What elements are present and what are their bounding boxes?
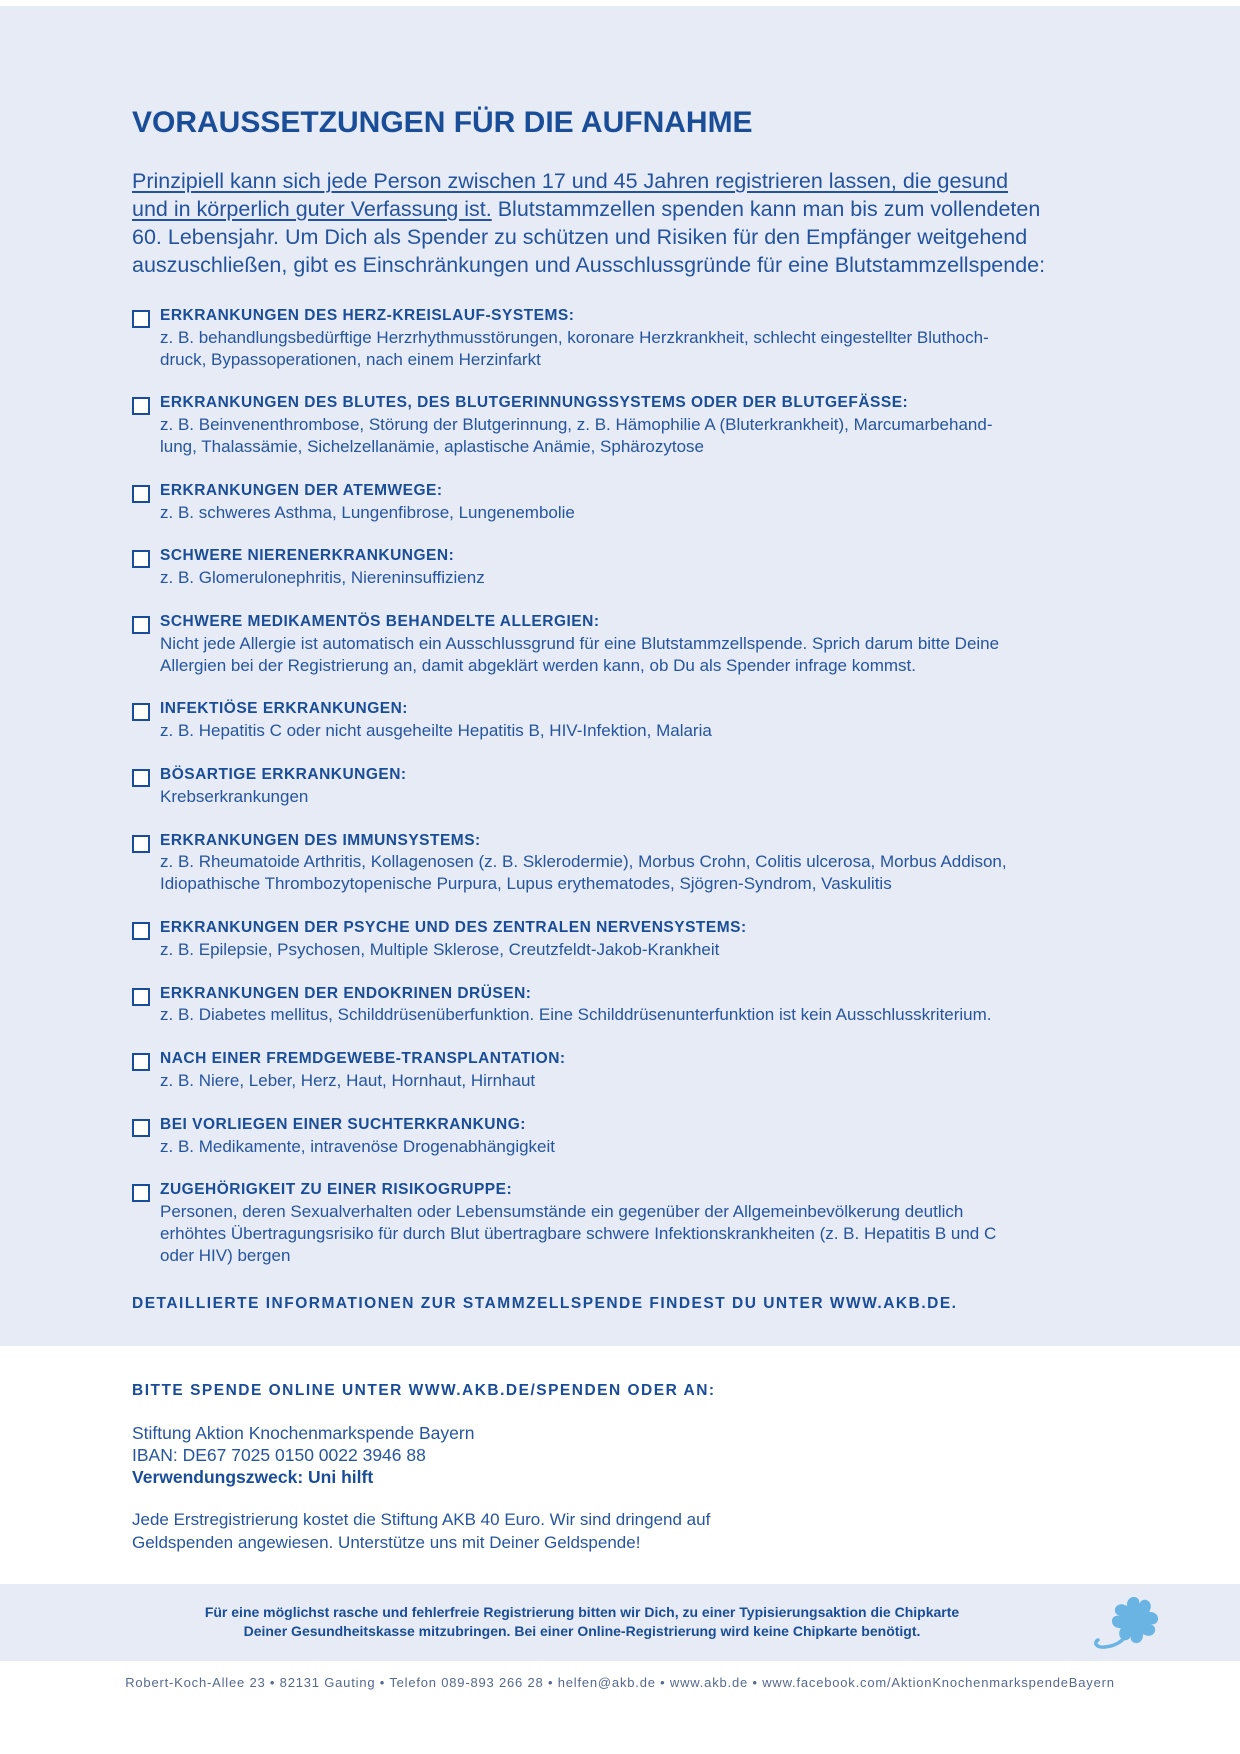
item-checkbox[interactable] [132,1184,150,1202]
item-heading: ERKRANKUNGEN DES BLUTES, DES BLUTGERINNUNGSSYSTEMS ODER DER BLUTGEFÄSSE: [160,394,909,412]
item-text-line: lung, Thalassämie, Sichelzellanämie, aplastische Anämie, Sphärozytose [160,436,704,456]
item-checkbox[interactable] [132,397,150,415]
donation-heading: BITTE SPENDE ONLINE UNTER WWW.AKB.DE/SPENDEN ODER AN: [132,1382,716,1399]
item-text-line: Allergien bei der Registrierung an, damit abgeklärt werden kann, ob Du als Spender infrage kommst. [160,655,916,675]
intro-emphasis: und in körperlich guter Verfassung ist. [132,197,492,221]
exclusion-item-immune-system [132,830,1122,895]
item-text-line: druck, Bypassoperationen, nach einem Herzinfarkt [160,349,541,369]
item-checkbox[interactable] [132,1053,150,1071]
bank-details [132,1422,474,1488]
item-heading: ERKRANKUNGEN DER ENDOKRINEN DRÜSEN: [160,984,532,1002]
intro-line [132,167,1045,195]
more-info-line: DETAILLIERTE INFORMATIONEN ZUR STAMMZELLSPENDE FINDEST DU UNTER WWW.AKB.DE. [132,1295,958,1312]
item-heading: BÖSARTIGE ERKRANKUNGEN: [160,765,407,783]
exclusion-item-cardiovascular [132,305,1122,370]
item-text-line: erhöhtes Übertragungsrisiko für durch Blut übertragbare schwere Infektionskrankheiten (z. B. Hepatitis B und C [160,1223,997,1243]
item-heading: ERKRANKUNGEN DES IMMUNSYSTEMS: [160,831,481,849]
exclusion-item-allergies [132,611,1122,676]
exclusion-item-endocrine [132,983,1122,1027]
exclusion-item-kidney [132,545,1122,589]
item-text-line: z. B. behandlungsbedürftige Herzrhythmusstörungen, koronare Herzkrankheit, schlecht eingestellter Bluthoch- [160,327,989,347]
item-checkbox[interactable] [132,550,150,568]
exclusion-item-infections [132,698,1122,742]
item-text-line: z. B. Glomerulonephritis, Niereninsuffizienz [160,568,485,588]
item-checkbox[interactable] [132,769,150,787]
notice-line: Für eine möglichst rasche und fehlerfreie Registrierung bitten wir Dich, zu einer Typisierungsaktion die Chipkarte [204,1604,960,1620]
exclusion-criteria-list [132,305,1122,1289]
item-heading: ZUGEHÖRIGKEIT ZU EINER RISIKOGRUPPE: [160,1181,513,1199]
item-checkbox[interactable] [132,616,150,634]
item-checkbox[interactable] [132,988,150,1006]
item-text-line: z. B. Beinvenenthrombose, Störung der Blutgerinnung, z. B. Hämophilie A (Bluterkrankheit), Marcumarbehand- [160,415,993,435]
item-text-line: Nicht jede Allergie ist automatisch ein Ausschlussgrund für eine Blutstammzellspende. Sprich darum bitte Deine [160,633,1000,653]
footer-contact-line: Robert-Koch-Allee 23 • 82131 Gauting • Telefon 089-893 266 28 • helfen@akb.de • www.akb.de • www.facebook.com/AktionKnochenmarkspendeBayern [125,1675,1115,1690]
item-checkbox[interactable] [132,1119,150,1137]
page-title: VORAUSSETZUNGEN FÜR DIE AUFNAHME [132,106,753,139]
intro-paragraph [132,167,1045,279]
exclusion-item-blood [132,392,1122,457]
item-text-line: Personen, deren Sexualverhalten oder Lebensumstände ein gegenüber der Allgemeinbevölkerung deutlich [160,1202,964,1222]
item-heading: BEI VORLIEGEN EINER SUCHTERKRANKUNG: [160,1115,526,1133]
exclusion-item-transplant [132,1048,1122,1092]
item-text-line: z. B. Rheumatoide Arthritis, Kollagenosen (z. B. Sklerodermie), Morbus Crohn, Colitis ulcerosa, Morbus Addison, [160,852,1007,872]
item-heading: ERKRANKUNGEN DES HERZ-KREISLAUF-SYSTEMS: [160,307,575,324]
item-checkbox[interactable] [132,703,150,721]
item-heading: SCHWERE NIERENERKRANKUNGEN: [160,547,455,565]
donation-note-line: Jede Erstregistrierung kostet die Stiftung AKB 40 Euro. Wir sind dringend auf [132,1510,711,1529]
item-text-line: oder HIV) bergen [160,1245,291,1265]
donation-note [132,1509,710,1554]
intro-line [132,195,1045,223]
item-text-line: Idiopathische Thrombozytopenische Purpura, Lupus erythematodes, Sjögren-Syndrom, Vaskulitis [160,874,892,894]
item-checkbox[interactable] [132,835,150,853]
exclusion-item-risk-group [132,1179,1122,1266]
item-heading: SCHWERE MEDIKAMENTÖS BEHANDELTE ALLERGIEN: [160,612,600,630]
item-heading: INFEKTIÖSE ERKRANKUNGEN: [160,700,408,718]
donation-recipient: Stiftung Aktion Knochenmarkspende Bayern [132,1423,475,1443]
intro-text: Blutstammzellen spenden kann man bis zum vollendeten [497,197,1041,221]
intro-line: 60. Lebensjahr. Um Dich als Spender zu schützen und Risiken für den Empfänger weitgehend [132,225,1028,249]
exclusion-item-addiction [132,1114,1122,1158]
item-text-line: z. B. Diabetes mellitus, Schilddrüsenüberfunktion. Eine Schilddrüsenunterfunktion ist kein Ausschlusskriterium. [160,1005,992,1025]
item-checkbox[interactable] [132,922,150,940]
clover-logo-icon [1089,1597,1159,1653]
intro-emphasis: Prinzipiell kann sich jede Person zwischen 17 und 45 Jahren registrieren lassen, die gesund [132,169,1009,193]
item-heading: ERKRANKUNGEN DER PSYCHE UND DES ZENTRALEN NERVENSYSTEMS: [160,918,747,936]
item-text-line: z. B. schweres Asthma, Lungenfibrose, Lungenembolie [160,502,575,522]
item-heading: ERKRANKUNGEN DER ATEMWEGE: [160,481,443,499]
item-text-line: z. B. Medikamente, intravenöse Drogenabhängigkeit [160,1136,556,1156]
item-text-line: z. B. Hepatitis C oder nicht ausgeheilte Hepatitis B, HIV-Infektion, Malaria [160,721,712,741]
exclusion-item-psyche [132,917,1122,961]
donation-iban: IBAN: DE67 7025 0150 0022 3946 88 [132,1445,426,1465]
notice-line: Deiner Gesundheitskasse mitzubringen. Bei einer Online-Registrierung wird keine Chipkarte benötigt. [243,1623,921,1639]
item-checkbox[interactable] [132,485,150,503]
item-text-line: Krebserkrankungen [160,786,309,806]
item-text-line: z. B. Epilepsie, Psychosen, Multiple Sklerose, Creutzfeldt-Jakob-Krankheit [160,939,720,959]
exclusion-item-airways [132,480,1122,524]
exclusion-item-cancer [132,764,1122,808]
item-heading: NACH EINER FREMDGEWEBE-TRANSPLANTATION: [160,1050,566,1068]
intro-line: auszuschließen, gibt es Einschränkungen und Ausschlussgründe für eine Blutstammzellspende: [132,253,1046,277]
chipcard-notice [60,1603,1104,1641]
donation-note-line: Geldspenden angewiesen. Unterstütze uns mit Deiner Geldspende! [132,1532,641,1552]
item-text-line: z. B. Niere, Leber, Herz, Haut, Hornhaut, Hirnhaut [160,1070,536,1090]
item-checkbox[interactable] [132,310,150,328]
clover-leaves [1110,1597,1159,1645]
donation-reference: Verwendungszweck: Uni hilft [132,1467,374,1487]
